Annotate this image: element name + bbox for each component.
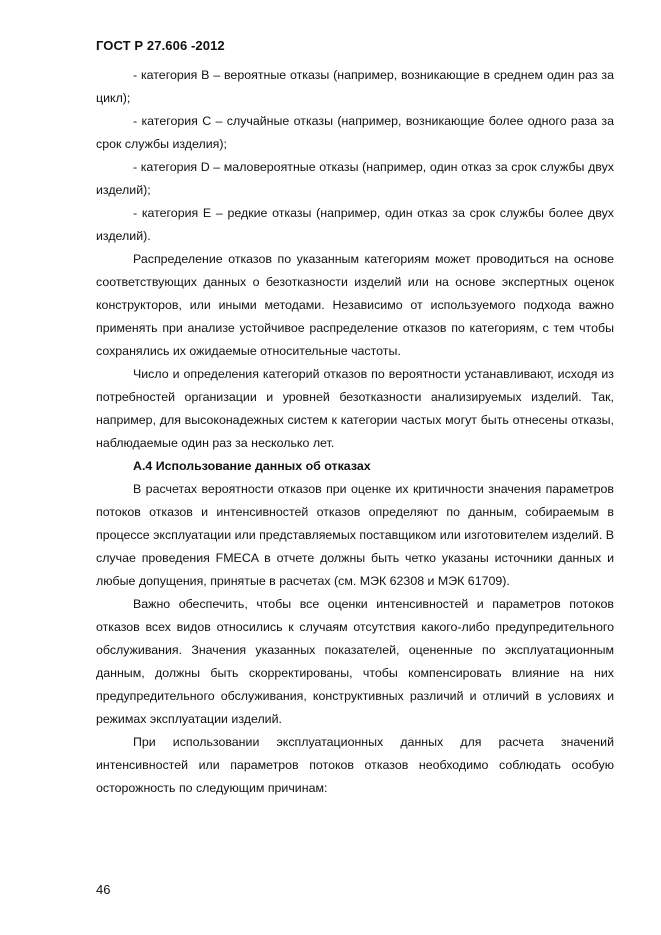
paragraph-category-d: - категория D – маловероятные отказы (например, один отказ за срок службы двух изделий);: [96, 160, 614, 197]
page-number: 46: [96, 882, 111, 897]
document-body: [96, 64, 614, 800]
paragraph-operational-data: При использовании эксплуатационных данных для расчета значений интенсивностей или параметров потоков отказов необходимо соблюдать особую осторожность по следующим причинам:: [96, 735, 614, 795]
paragraph-failure-data: В расчетах вероятности отказов при оценке их критичности значения параметров потоков отказов и интенсивностей отказов определяют по данным, собираемым в процессе эксплуатации или представляемых поставщиком или изготовителем изделий. В случае проведения FMECA в отчете должны быть четко указаны источники данных и любые допущения, принятые в расчетах (см. МЭК 62308 и МЭК 61709).: [96, 482, 614, 588]
paragraph-category-b: - категория B – вероятные отказы (например, возникающие в среднем один раз за цикл);: [96, 68, 614, 105]
paragraph-distribution: Распределение отказов по указанным категориям может проводиться на основе соответствующих данных о безотказности изделий или на основе экспертных оценок конструкторов, или иными методами. Независимо от используемого подхода важно применять при анализе устойчивое распределение отказов по категориям, с тем чтобы сохранялись их ожидаемые относительные частоты.: [96, 252, 614, 358]
section-heading: А.4 Использование данных об отказах: [133, 459, 371, 473]
paragraph-category-c: - категория C – случайные отказы (например, возникающие более одного раза за срок службы изделия);: [96, 114, 614, 151]
paragraph-preventive-maintenance: Важно обеспечить, чтобы все оценки интенсивностей и параметров потоков отказов всех видов относились к случаям отсутствия какого-либо предупредительного обслуживания. Значения указанных показателей, оцененные по эксплуатационным данным, должны быть скорректированы, чтобы компенсировать влияние на них предупредительного обслуживания, конструктивных различий и отличий в условиях и режимах эксплуатации изделий.: [96, 597, 614, 726]
document-header: ГОСТ Р 27.606 -2012: [96, 38, 225, 53]
paragraph-category-e: - категория E – редкие отказы (например, один отказ за срок службы более двух изделий).: [96, 206, 614, 243]
paragraph-category-definitions: Число и определения категорий отказов по вероятности устанавливают, исходя из потребностей организации и уровней безотказности анализируемых изделий. Так, например, для высоконадежных систем к категории частых могут быть отнесены отказы, наблюдаемые один раз за несколько лет.: [96, 367, 614, 450]
